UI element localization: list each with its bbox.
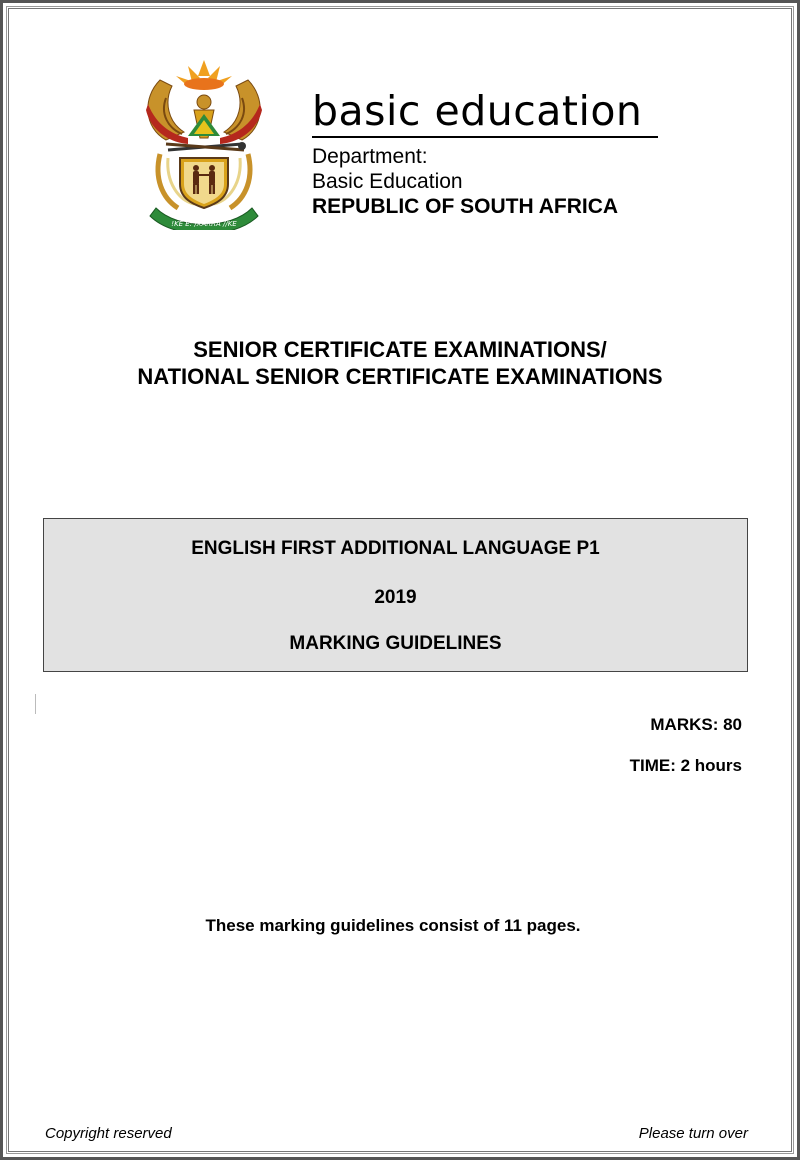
document-type: MARKING GUIDELINES	[289, 633, 502, 654]
margin-mark	[35, 694, 36, 714]
department-name: Basic Education	[312, 170, 463, 193]
footer-copyright: Copyright reserved	[45, 1125, 172, 1142]
subject-title: ENGLISH FIRST ADDITIONAL LANGUAGE P1	[191, 538, 600, 559]
department-label: Department:	[312, 145, 428, 168]
subject-box	[43, 518, 748, 672]
time-allowed: TIME: 2 hours	[629, 756, 742, 775]
footer-turn-over: Please turn over	[638, 1125, 748, 1142]
country-name: REPUBLIC OF SOUTH AFRICA	[312, 195, 619, 218]
exam-heading	[0, 336, 800, 390]
exam-year: 2019	[374, 587, 417, 608]
brand-underline	[312, 136, 658, 138]
page-count-note: These marking guidelines consist of 11 pages.	[205, 916, 581, 935]
exam-heading-line2: NATIONAL SENIOR CERTIFICATE EXAMINATIONS	[137, 364, 663, 389]
crest-motto: !KE E: /XARRA //KE	[171, 220, 237, 228]
brand-title: basic education	[312, 87, 643, 135]
marks-total: MARKS: 80	[650, 715, 742, 734]
exam-heading-line1: SENIOR CERTIFICATE EXAMINATIONS/	[193, 337, 607, 362]
coat-of-arms-logo	[138, 58, 270, 230]
